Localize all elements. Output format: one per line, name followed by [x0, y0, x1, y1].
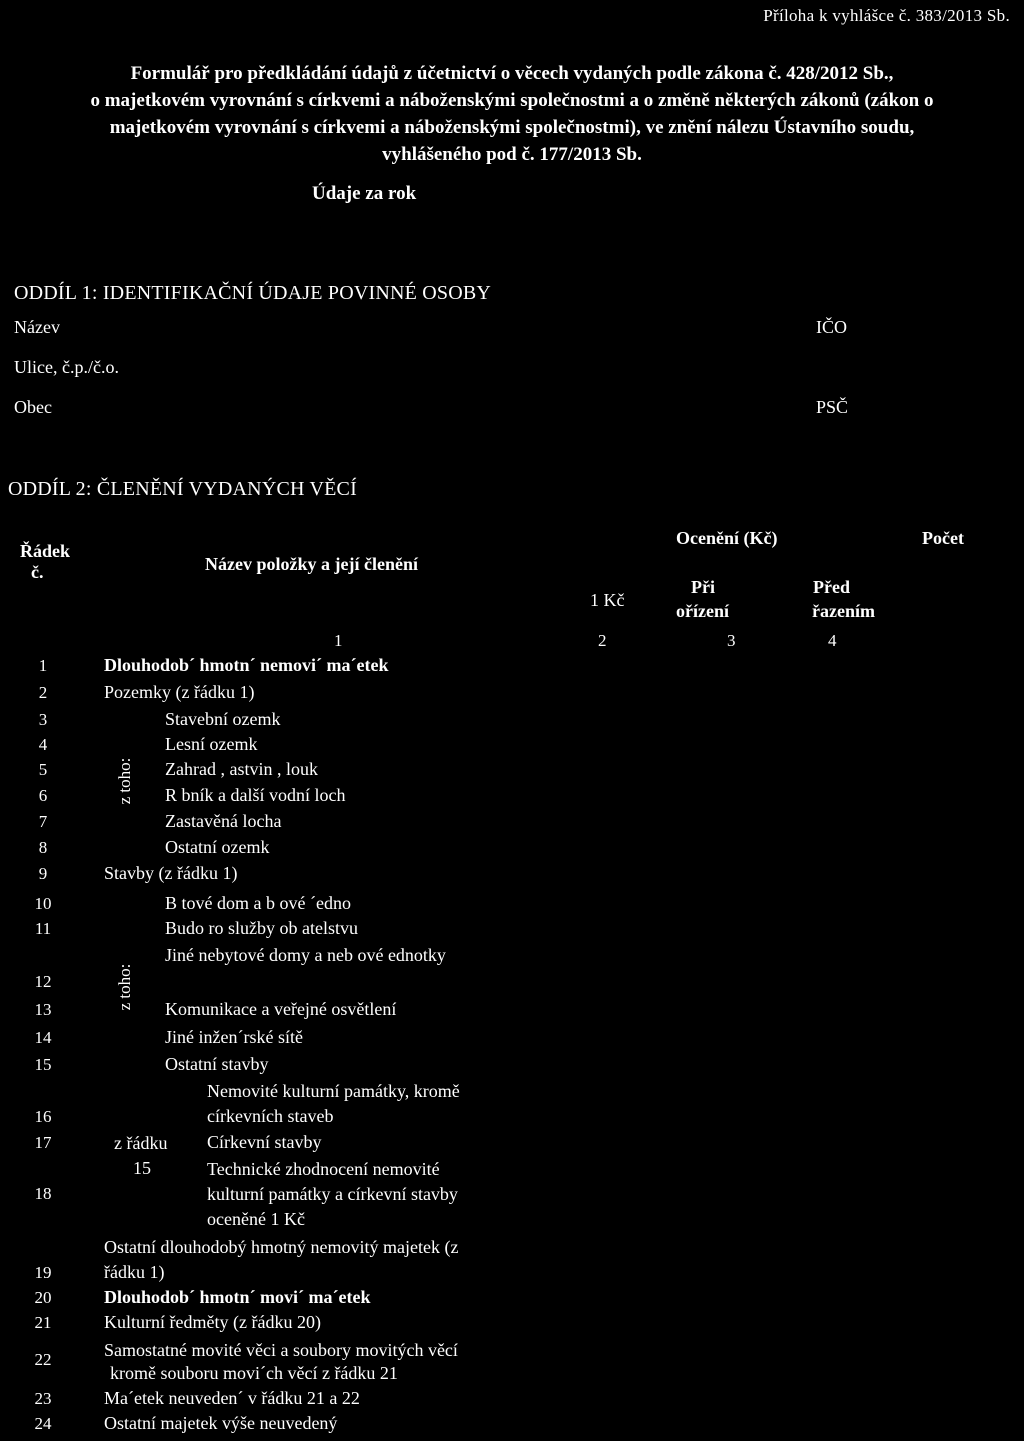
row-number: 5 — [38, 760, 48, 779]
row-label: kulturní památky a církevní stavby — [207, 1184, 458, 1204]
row-number: 14 — [34, 1028, 52, 1047]
row-label: Ostatní dlouhodobý hmotný nemovitý majetek (z — [104, 1237, 459, 1257]
row-label: Lesní ozemk — [165, 734, 258, 754]
z-radku-label: z řádku — [114, 1133, 168, 1153]
section2-heading: ODDÍL 2: ČLENĚNÍ VYDANÝCH VĚCÍ — [8, 478, 357, 500]
row-label: Zahrad , astvin , louk — [165, 759, 318, 779]
row-number: 10 — [34, 894, 52, 913]
row-number: 21 — [34, 1313, 52, 1332]
row-number: 7 — [38, 812, 48, 831]
z-radku-number: 15 — [133, 1158, 151, 1178]
row-label: Samostatné movité věci a soubory movitých věcí — [104, 1340, 458, 1360]
row-label: církevních staveb — [207, 1106, 334, 1126]
col-valuation-header: Ocenění (Kč) — [676, 528, 778, 548]
attachment-label: Příloha k vyhlášce č. 383/2013 Sb. — [763, 6, 1010, 25]
row-number: 20 — [34, 1288, 52, 1307]
col-row-header-1: Řádek — [20, 541, 71, 561]
row-number: 24 — [34, 1414, 52, 1433]
row-label: Kulturní ředměty (z řádku 20) — [104, 1312, 321, 1332]
row-label: Ostatní ozemk — [165, 837, 270, 857]
col-name-header: Název položky a její členění — [205, 554, 418, 574]
psc-label: PSČ — [816, 397, 849, 417]
col-number-4: 4 — [828, 631, 837, 650]
row-label: Komunikace a veřejné osvětlení — [165, 999, 397, 1019]
title-line-4: vyhlášeného pod č. 177/2013 Sb. — [382, 144, 642, 165]
row-number: 15 — [34, 1055, 52, 1074]
row-label: Technické zhodnocení nemovité — [207, 1159, 440, 1179]
row-label: R bník a další vodní loch — [165, 785, 346, 805]
ico-label: IČO — [816, 317, 847, 337]
form-title — [30, 60, 994, 168]
sub-1kc-header: 1 Kč — [590, 590, 625, 610]
z-toho-label: z toho: — [115, 963, 134, 1011]
col-row-header-2: č. — [31, 562, 44, 582]
row-label: Pozemky (z řádku 1) — [104, 682, 255, 702]
section1-heading: ODDÍL 1: IDENTIFIKAČNÍ ÚDAJE POVINNÉ OSOBY — [14, 282, 492, 304]
row-label: Církevní stavby — [207, 1132, 322, 1152]
row-label: Stavby (z řádku 1) — [104, 863, 238, 883]
row-number: 13 — [34, 1000, 52, 1019]
row-number: 22 — [34, 1350, 52, 1369]
row-number: 9 — [38, 864, 48, 883]
sub-pri-header-2: ořízení — [676, 601, 729, 621]
row-label: Jiné nebytové domy a neb ové ednotky — [165, 945, 446, 965]
row-label: Stavební ozemk — [165, 709, 281, 729]
row-label: Jiné inžen´rské sítě — [165, 1027, 303, 1047]
col-number-1: 1 — [334, 631, 343, 650]
title-line-1: Formulář pro předkládání údajů z účetnictví o věcech vydaných podle zákona č. 428/2012 Sb., — [130, 63, 894, 84]
row-label: kromě souboru movi´ch věcí z řádku 21 — [110, 1363, 398, 1383]
col-count-header: Počet — [922, 528, 964, 548]
row-number: 1 — [38, 656, 48, 675]
row-number: 16 — [34, 1107, 52, 1126]
row-number: 12 — [34, 972, 52, 991]
row-number: 4 — [38, 735, 48, 754]
row-number: 19 — [34, 1263, 52, 1282]
row-label: Ostatní majetek výše neuvedený — [104, 1413, 338, 1433]
title-line-3: majetkovém vyrovnání s církvemi a náboženskými společnostmi), ve znění nálezu Ústavního soudu, — [109, 117, 915, 138]
row-number: 23 — [34, 1389, 52, 1408]
row-number: 2 — [38, 683, 48, 702]
row-label: Zastavěná locha — [165, 811, 282, 831]
row-label: Dlouhodob´ hmotn´ nemovi´ ma´etek — [104, 655, 389, 675]
row-number: 6 — [38, 786, 48, 805]
year-label: Údaje za rok — [312, 183, 417, 204]
row-label: řádku 1) — [104, 1262, 165, 1282]
z-toho-label: z toho: — [115, 757, 134, 805]
row-label: oceněné 1 Kč — [207, 1209, 305, 1229]
row-number: 11 — [34, 919, 52, 938]
city-label: Obec — [14, 397, 52, 417]
row-number: 8 — [38, 838, 48, 857]
row-label: Ma´etek neuveden´ v řádku 21 a 22 — [104, 1388, 360, 1408]
row-label: Ostatní stavby — [165, 1054, 269, 1074]
sub-pri-header-1: Při — [691, 577, 715, 597]
row-label: Nemovité kulturní památky, kromě — [207, 1081, 460, 1101]
row-number: 18 — [34, 1184, 52, 1203]
row-label: B tové dom a b ové ´edno — [165, 893, 351, 913]
col-number-2: 2 — [598, 631, 607, 650]
col-number-3: 3 — [727, 631, 736, 650]
name-label: Název — [14, 317, 60, 337]
row-label: Budo ro služby ob atelstvu — [165, 918, 358, 938]
sub-pred-header-2: řazením — [812, 601, 875, 621]
row-number: 3 — [38, 710, 48, 729]
street-label: Ulice, č.p./č.o. — [14, 357, 119, 377]
row-number: 17 — [34, 1133, 52, 1152]
sub-pred-header-1: Před — [813, 577, 850, 597]
row-label: Dlouhodob´ hmotn´ movi´ ma´etek — [104, 1287, 371, 1307]
title-line-2: o majetkovém vyrovnání s církvemi a náboženskými společnostmi a o změně některých zákonů (zákon o — [90, 90, 934, 111]
